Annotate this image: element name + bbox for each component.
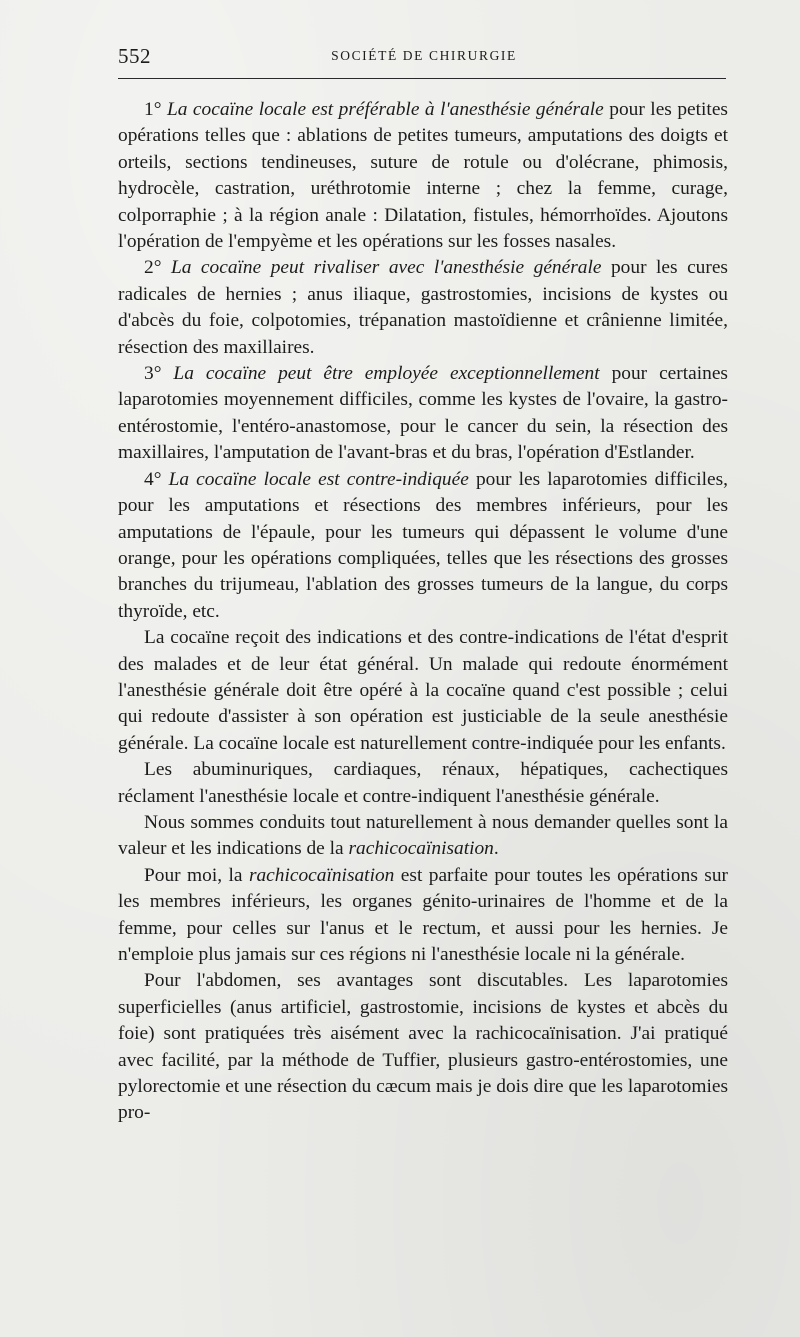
paragraph-7-end: . bbox=[493, 838, 499, 860]
enum-1: 1° bbox=[144, 99, 167, 120]
paragraph-1 bbox=[118, 97, 728, 255]
paragraph-7-text: Nous sommes conduits tout naturellement à nous demander quelles sont la valeur et les indications de la bbox=[118, 811, 728, 860]
paragraph-2-text: pour les cures radicales de hernies ; anus iliaque, gastrostomies, incisions de kystes ou d'abcès du foie, colpotomies, trépanation mastoïdienne et crânienne limitée, résection des maxillaires. bbox=[118, 257, 728, 358]
page-number: 552 bbox=[118, 44, 151, 68]
paragraph-2 bbox=[118, 255, 728, 361]
paragraph-9-text: Pour l'abdomen, ses avantages sont discutables. Les laparotomies superficielles (anus artificiel, gastrostomie, incisions de kystes et abcès du foie) sont pratiquées très aisément avec la rachicocaïnisation. J'ai pratiqué avec facilité, par la méthode de Tuffier, plusieurs gastro-entérostomies, une pylorectomie et une résection du cæcum mais je dois dire que les laparotomies pro- bbox=[118, 970, 728, 1124]
paragraph-1-text: pour les petites opérations telles que : ablations de petites tumeurs, amputations des doigts et orteils, sections tendineuses, suture de rotule ou d'olécrane, phimosis, hydrocèle, castration, uréthrotomie interne ; chez la femme, curage, colporraphie ; à la région anale : Dilatation, fistules, hémorrhoïdes. Ajoutons l'opération de l'empyème et les opérations sur les fosses nasales. bbox=[118, 99, 728, 253]
paragraph-8-end: est parfaite pour toutes les opérations sur les membres inférieurs, les organes génito-urinaires de l'homme et de la femme, pour celles sur l'anus et le rectum, et aussi pour les hernies. Je n'emploie plus jamais sur ces régions ni l'anesthésie locale ni la générale. bbox=[118, 864, 728, 965]
italic-term-rachicocainisation-2: rachicocaïnisation bbox=[248, 864, 395, 886]
paragraph-4-text: pour les laparotomies difficiles, pour les amputations et résections des membres inférieurs, pour les amputations de l'épaule, pour les tumeurs qui dépassent le volume d'une orange, pour les opérations compliquées, telles que les résections des grosses branches du trijumeau, l'ablation des grosses tumeurs de la langue, du corps thyroïde, etc. bbox=[118, 468, 728, 622]
paragraph-5 bbox=[118, 625, 728, 757]
paragraph-8 bbox=[118, 863, 728, 969]
paragraph-7 bbox=[118, 810, 728, 863]
italic-heading-1: La cocaïne locale est préférable à l'anesthésie générale bbox=[166, 99, 604, 120]
paragraph-3 bbox=[118, 361, 728, 467]
paragraph-6-text: Les abuminuriques, cardiaques, rénaux, hépatiques, cachectiques réclament l'anesthésie locale et contre-indiquent l'anesthésie générale. bbox=[118, 759, 728, 807]
italic-heading-2: La cocaïne peut rivaliser avec l'anesthésie générale bbox=[170, 257, 602, 279]
body-text bbox=[118, 97, 728, 1127]
paragraph-9 bbox=[118, 968, 728, 1126]
paragraph-5-text: La cocaïne reçoit des indications et des contre-indications de l'état d'esprit des malades et de leur état général. Un malade qui redoute énormément l'anesthésie générale doit être opéré à la cocaïne quand c'est possible ; celui qui redoute d'assister à son opération est justiciable de la seule anesthésie générale. La cocaïne locale est naturellement contre-indiquée pour les enfants. bbox=[118, 627, 728, 754]
enum-4: 4° bbox=[144, 468, 169, 490]
paragraph-8-text: Pour moi, la bbox=[144, 864, 249, 886]
paragraph-3-text: pour certaines laparotomies moyennement difficiles, comme les kystes de l'ovaire, la gastro-entérostomie, l'entéro-anastomose, pour le cancer du sein, la résection des maxillaires, l'amputation de l'avant-bras et du bras, l'opération d'Estlander. bbox=[118, 363, 728, 464]
running-head: SOCIÉTÉ DE CHIRURGIE bbox=[331, 48, 517, 63]
paragraph-6 bbox=[118, 757, 728, 810]
enum-2: 2° bbox=[144, 257, 171, 279]
enum-3: 3° bbox=[144, 363, 174, 385]
page-header bbox=[118, 44, 730, 74]
header-rule bbox=[118, 78, 726, 79]
italic-heading-4: La cocaïne locale est contre-indiquée bbox=[168, 468, 469, 490]
italic-heading-3: La cocaïne peut être employée exceptionnellement bbox=[173, 363, 600, 385]
paragraph-4 bbox=[118, 467, 728, 625]
italic-term-rachicocainisation-1: rachicocaïnisation bbox=[348, 838, 494, 860]
